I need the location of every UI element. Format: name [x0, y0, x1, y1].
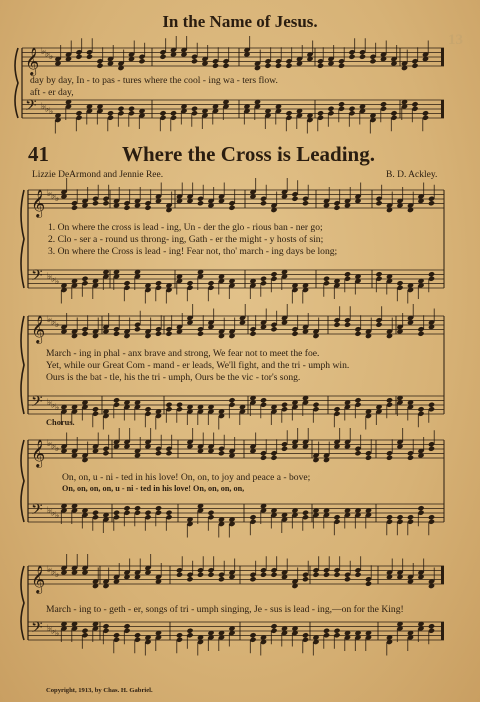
system-4-note — [186, 576, 193, 582]
system-1-note — [375, 200, 382, 206]
system-1-note — [144, 205, 151, 211]
system-3-note — [354, 450, 361, 456]
system-3-note — [302, 510, 309, 516]
system-2-note — [375, 322, 382, 328]
system-2-note — [155, 331, 162, 337]
system-4-brace — [21, 566, 24, 640]
previous-hymn-lyric: day by day, In - to pas - tures where the cool - ing wa - ters flow. — [30, 75, 278, 86]
system-1-key-flat: ♭ — [51, 274, 56, 285]
chorus-line-1-alt: On, on, on, on, u - ni - ted in his love! On, on, on, on, — [62, 484, 245, 493]
system-1-key-flat: ♭ — [47, 189, 52, 199]
system-4-note — [176, 632, 183, 638]
system-0-note — [411, 101, 418, 107]
system-3-note — [218, 450, 225, 456]
system-2-note — [354, 331, 361, 337]
system-0-note — [348, 106, 355, 112]
system-1-note — [333, 205, 340, 211]
system-3-note — [365, 455, 372, 461]
system-4-note — [134, 632, 141, 638]
verse-2-line-2: Yet, while our Great Com - mand - er leads, We'll fight, and the tri - umph win. — [46, 360, 350, 371]
system-0-bass-clef: 𝄢 — [25, 97, 37, 118]
system-4-bass-clef: 𝄢 — [31, 619, 43, 640]
system-3-bass-clef: 𝄢 — [31, 501, 43, 522]
system-0-final-bar — [441, 48, 444, 66]
system-4-note — [323, 572, 330, 578]
verse-1-line-2: March - ing in phal - anx brave and strong, We fear not to meet the foe. — [46, 348, 320, 359]
system-2-note — [197, 331, 204, 337]
system-0-note — [138, 58, 145, 64]
system-0-note — [285, 63, 292, 69]
system-2-note — [428, 402, 435, 408]
system-0-note — [359, 54, 366, 60]
system-2-key-flat: ♭ — [51, 400, 56, 411]
system-4-key-flat: ♭ — [51, 567, 56, 578]
system-1-note — [302, 200, 309, 206]
hymn-composer: B. D. Ackley. — [386, 170, 438, 180]
system-3-note — [155, 505, 162, 511]
system-4-final-bar — [441, 622, 444, 640]
system-0-treble-clef: 𝄞 — [25, 47, 40, 75]
system-0-note — [191, 106, 198, 112]
system-3-note — [92, 510, 99, 516]
system-0-note — [411, 63, 418, 69]
system-3-note — [102, 450, 109, 456]
system-0-note — [170, 110, 177, 116]
system-0-note — [191, 58, 198, 64]
system-1-note — [123, 280, 130, 286]
system-2-key-flat: ♭ — [55, 320, 60, 330]
system-3-note — [386, 514, 393, 520]
hymn-number: 41 — [28, 142, 49, 166]
system-0-note — [212, 63, 219, 69]
system-2-note — [81, 331, 88, 337]
system-0-note — [96, 63, 103, 69]
system-3-key-flat: ♭ — [47, 506, 52, 516]
system-0-final-bar — [441, 100, 444, 118]
system-1-note — [207, 280, 214, 286]
system-1-treble-clef: 𝄞 — [31, 189, 46, 217]
system-4-note — [270, 623, 277, 629]
system-2-note — [281, 402, 288, 408]
system-1-note — [396, 280, 403, 286]
system-4-note — [354, 572, 361, 578]
system-4-note — [197, 572, 204, 578]
system-1-note — [260, 200, 267, 206]
system-3-note — [417, 505, 424, 511]
previous-hymn-lyric-alt: aft - er day, — [30, 87, 74, 98]
system-4-key-flat: ♭ — [51, 626, 56, 637]
system-1-note — [123, 205, 130, 211]
system-4-key-flat: ♭ — [55, 629, 60, 639]
system-4-note — [123, 623, 130, 629]
system-0-note — [117, 106, 124, 112]
verse-2-line-1: 2. Clo - ser a - round us throng- ing, Gath - er the might - y hosts of sin; — [48, 234, 324, 245]
chorus-label: Chorus. — [46, 418, 75, 427]
system-4-note — [302, 632, 309, 638]
system-4-note — [176, 572, 183, 578]
system-0-note — [380, 101, 387, 107]
system-1-note — [102, 200, 109, 206]
system-3-key-flat: ♭ — [55, 444, 60, 454]
system-2-note — [249, 331, 256, 337]
system-4-note — [186, 628, 193, 634]
verse-1-line-1: 1. On where the cross is lead - ing, Un - der the glo - rious ban - ner go; — [48, 222, 323, 233]
system-1-note — [428, 271, 435, 277]
system-1-note — [323, 276, 330, 282]
system-4-note — [249, 632, 256, 638]
system-2-note — [165, 331, 172, 337]
system-4-note — [365, 581, 372, 587]
system-4-note — [113, 632, 120, 638]
system-1-note — [92, 200, 99, 206]
system-0-key-flat: ♭ — [49, 52, 54, 62]
system-0-key-flat: ♭ — [49, 107, 54, 117]
system-2-note — [165, 402, 172, 408]
system-0-note — [75, 110, 82, 116]
system-3-key-flat: ♭ — [47, 439, 52, 449]
system-1-note — [375, 271, 382, 277]
system-4-key-flat: ♭ — [47, 624, 52, 634]
system-0-key-flat: ♭ — [41, 102, 46, 112]
system-0-note — [128, 106, 135, 112]
system-0-note — [348, 54, 355, 60]
system-2-bass-clef: 𝄢 — [31, 393, 43, 414]
system-3-note — [123, 505, 130, 511]
system-0-brace — [15, 48, 18, 118]
chorus-line-2: March - ing to - geth - er, songs of tri - umph singing, Je - sus is lead - ing,—on for the King! — [46, 604, 404, 615]
system-2-note — [333, 406, 340, 412]
system-3-note — [155, 450, 162, 456]
system-1-note — [344, 271, 351, 277]
system-2-note — [312, 402, 319, 408]
system-2-brace — [21, 316, 24, 414]
system-3-note — [428, 446, 435, 452]
page-number: 13 — [448, 32, 463, 48]
system-2-key-flat: ♭ — [51, 317, 56, 328]
system-1-key-flat: ♭ — [51, 191, 56, 202]
system-2-note — [92, 406, 99, 412]
system-1-note — [71, 205, 78, 211]
system-3-note — [165, 510, 172, 516]
system-3-note — [333, 514, 340, 520]
system-2-key-flat: ♭ — [55, 403, 60, 413]
system-4-key-flat: ♭ — [55, 570, 60, 580]
system-0-key-flat: ♭ — [45, 49, 50, 60]
system-0-note — [338, 101, 345, 107]
system-3-key-flat: ♭ — [51, 441, 56, 452]
system-1-key-flat: ♭ — [55, 194, 60, 204]
system-1-note — [260, 276, 267, 282]
system-2-note — [270, 326, 277, 332]
system-2-note — [417, 331, 424, 337]
hymn-author: Lizzie DeArmond and Jennie Ree. — [32, 170, 164, 180]
system-4-note — [207, 572, 214, 578]
system-4-key-flat: ♭ — [47, 565, 52, 575]
system-1-note — [81, 276, 88, 282]
system-2-note — [354, 397, 361, 403]
system-0-note — [285, 110, 292, 116]
system-1-key-flat: ♭ — [47, 272, 52, 282]
system-3-note — [207, 510, 214, 516]
copyright-notice: Copyright, 1913, by Chas. H. Gabriel. — [46, 687, 153, 694]
system-0-note — [317, 110, 324, 116]
system-4-note — [102, 623, 109, 629]
system-4-note — [428, 623, 435, 629]
system-3-note — [428, 514, 435, 520]
system-3-key-flat: ♭ — [55, 511, 60, 521]
system-0-note — [107, 110, 114, 116]
system-1-note — [228, 205, 235, 211]
system-0-note — [338, 63, 345, 69]
system-2-note — [291, 331, 298, 337]
system-3-note — [386, 455, 393, 461]
system-2-treble-clef: 𝄞 — [31, 315, 46, 343]
system-3-note — [270, 455, 277, 461]
system-1-note — [155, 280, 162, 286]
system-1-note — [428, 200, 435, 206]
system-0-note — [275, 63, 282, 69]
system-0-note — [264, 63, 271, 69]
system-4-note — [81, 628, 88, 634]
system-4-note — [260, 572, 267, 578]
system-3-note — [165, 450, 172, 456]
verse-3-line-1: 3. On where the Cross is lead - ing! Fear not, tho' march - ing days be long; — [48, 246, 338, 257]
system-4-note — [344, 576, 351, 582]
system-3-note — [113, 510, 120, 516]
system-3-note — [249, 514, 256, 520]
system-3-note — [396, 514, 403, 520]
system-0-key-flat: ♭ — [45, 104, 50, 115]
previous-hymn-title: In the Name of Jesus. — [162, 12, 318, 31]
system-3-note — [260, 455, 267, 461]
system-0-note — [222, 63, 229, 69]
system-4-note — [270, 572, 277, 578]
system-0-key-flat: ♭ — [41, 47, 46, 57]
system-4-note — [249, 576, 256, 582]
system-1-note — [186, 280, 193, 286]
system-4-note — [302, 576, 309, 582]
system-2-note — [144, 406, 151, 412]
system-2-note — [386, 397, 393, 403]
system-3-note — [407, 514, 414, 520]
system-0-note — [75, 54, 82, 60]
system-2-note — [260, 397, 267, 403]
system-4-note — [218, 576, 225, 582]
system-1-note — [291, 196, 298, 202]
system-2-note — [134, 326, 141, 332]
system-3-key-flat: ♭ — [51, 508, 56, 519]
system-4-note — [323, 628, 330, 634]
system-2-key-flat: ♭ — [47, 315, 52, 325]
system-1-bass-clef: 𝄢 — [31, 267, 43, 288]
system-4-note — [333, 572, 340, 578]
system-2-note — [176, 402, 183, 408]
system-3-treble-clef: 𝄞 — [31, 439, 46, 467]
system-2-note — [113, 331, 120, 337]
system-3-note — [281, 446, 288, 452]
system-4-treble-clef: 𝄞 — [31, 565, 46, 593]
system-2-note — [344, 322, 351, 328]
chorus-line-1: On, on, u - ni - ted in his love! On, on, to joy and peace a - bove; — [62, 472, 311, 483]
system-4-note — [333, 628, 340, 634]
system-3-note — [407, 455, 414, 461]
system-2-note — [228, 397, 235, 403]
system-2-note — [333, 322, 340, 328]
system-0-note — [390, 110, 397, 116]
system-0-note — [327, 106, 334, 112]
verse-3-line-2: Ours is the bat - tle, his the tri - umph, Ours be the vic - tor's song. — [46, 372, 301, 383]
system-3-note — [134, 505, 141, 511]
system-0-note — [369, 58, 376, 64]
system-1-key-flat: ♭ — [55, 277, 60, 287]
system-0-note — [159, 110, 166, 116]
system-1-brace — [21, 190, 24, 288]
system-1-note — [197, 200, 204, 206]
system-3-note — [144, 510, 151, 516]
system-4-final-bar — [441, 566, 444, 584]
system-0-note — [159, 54, 166, 60]
system-0-note — [86, 54, 93, 60]
system-2-key-flat: ♭ — [47, 398, 52, 408]
system-0-note — [422, 110, 429, 116]
system-2-note — [113, 397, 120, 403]
system-0-note — [317, 63, 324, 69]
system-2-note — [417, 406, 424, 412]
system-4-note — [312, 572, 319, 578]
system-1-note — [270, 271, 277, 277]
hymn-title: Where the Cross is Leading. — [122, 142, 375, 166]
system-3-brace — [21, 440, 24, 522]
